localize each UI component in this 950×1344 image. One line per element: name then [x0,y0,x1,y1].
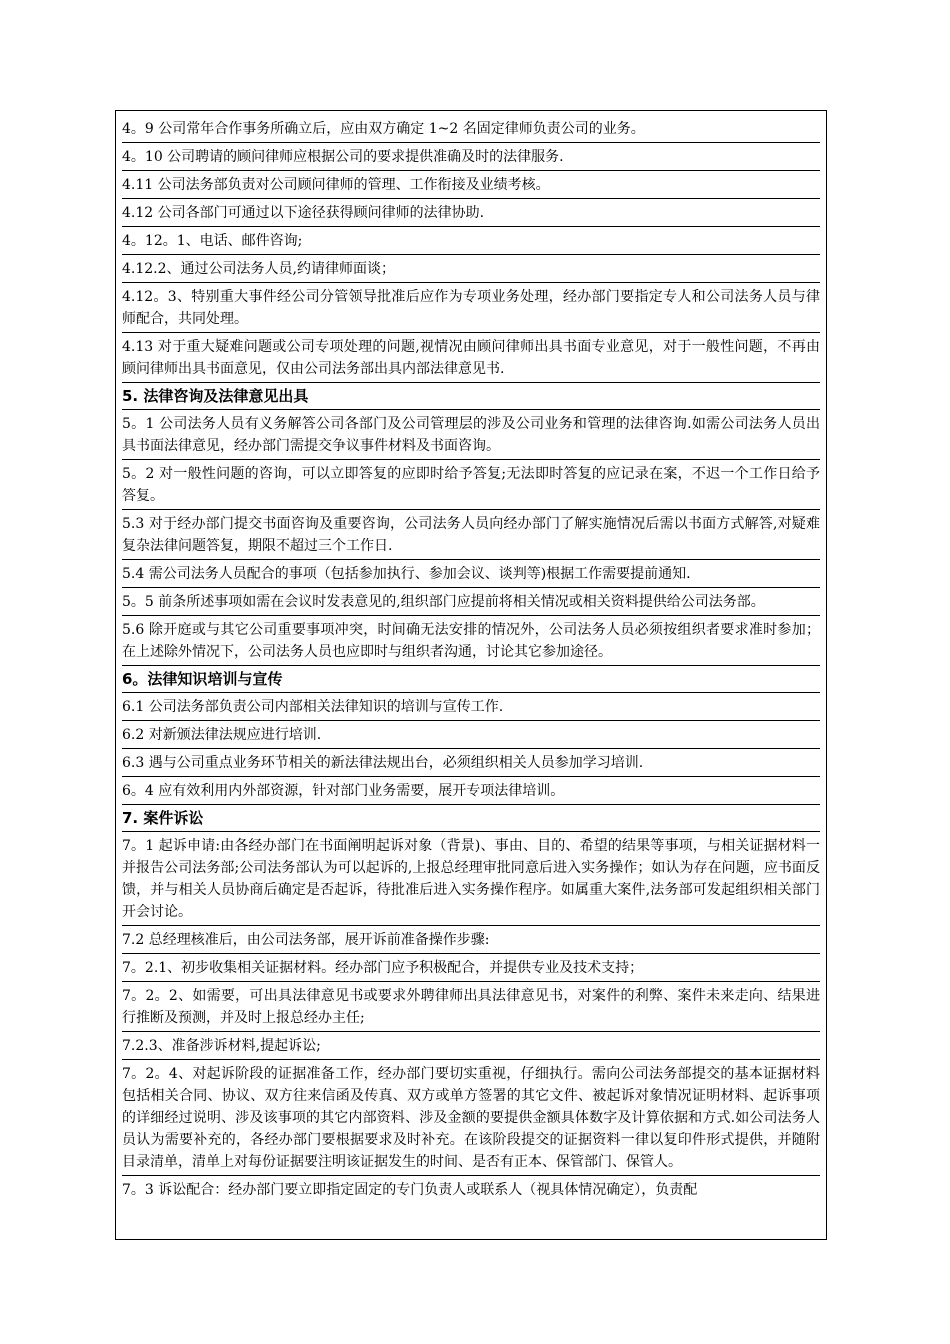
paragraph: 5。5 前条所述事项如需在会议时发表意见的,组织部门应提前将相关情况或相关资料提供给公司法务部。 [122,588,820,616]
section-heading: 5. 法律咨询及法律意见出具 [122,383,820,410]
paragraph: 4。12。1、电话、邮件咨询; [122,227,820,255]
paragraph: 4.12 公司各部门可通过以下途径获得顾问律师的法律协助. [122,199,820,227]
paragraph: 4。10 公司聘请的顾问律师应根据公司的要求提供准确及时的法律服务. [122,143,820,171]
paragraph: 5.3 对于经办部门提交书面咨询及重要咨询，公司法务人员向经办部门了解实施情况后需以书面方式解答,对疑难复杂法律问题答复，期限不超过三个工作日. [122,510,820,560]
paragraph: 7.2 总经理核准后，由公司法务部，展开诉前准备操作步骤: [122,926,820,954]
paragraph: 4.12。3、特别重大事件经公司分管领导批准后应作为专项业务处理，经办部门要指定专人和公司法务人员与律师配合，共同处理。 [122,283,820,333]
paragraph: 4.11 公司法务部负责对公司顾问律师的管理、工作衔接及业绩考核。 [122,171,820,199]
paragraph: 7.2.3、准备涉诉材料,提起诉讼; [122,1032,820,1060]
paragraph: 7。1 起诉申请:由各经办部门在书面阐明起诉对象（背景)、事由、目的、希望的结果等事项，与相关证据材料一并报告公司法务部;公司法务部认为可以起诉的,上报总经理审批同意后进入实务操作；如认为存在问题，应书面反馈，并与相关人员协商后确定是否起诉，待批准后进入实务操作程序。如属重大案件,法务部可发起组织相关部门开会讨论。 [122,832,820,926]
paragraph: 4.12.2、通过公司法务人员,约请律师面谈； [122,255,820,283]
section-heading: 7. 案件诉讼 [122,805,820,832]
paragraph: 6.1 公司法务部负责公司内部相关法律知识的培训与宣传工作. [122,693,820,721]
paragraph: 5。1 公司法务人员有义务解答公司各部门及公司管理层的涉及公司业务和管理的法律咨询.如需公司法务人员出具书面法律意见，经办部门需提交争议事件材料及书面咨询。 [122,410,820,460]
paragraph: 5.6 除开庭或与其它公司重要事项冲突，时间确无法安排的情况外，公司法务人员必须按组织者要求准时参加；在上述除外情况下，公司法务人员也应即时与组织者沟通，讨论其它参加途径。 [122,616,820,666]
paragraph: 6。4 应有效利用内外部资源，针对部门业务需要，展开专项法律培训。 [122,777,820,805]
document-table [115,110,827,1240]
paragraph: 7。2。2、如需要，可出具法律意见书或要求外聘律师出具法律意见书，对案件的利弊、案件未来走向、结果进行推断及预测，并及时上报总经办主任; [122,982,820,1032]
paragraph: 4。9 公司常年合作事务所确立后，应由双方确定 1~2 名固定律师负责公司的业务。 [122,115,820,143]
paragraph: 6.2 对新颁法律法规应进行培训. [122,721,820,749]
paragraph: 7。2.1、初步收集相关证据材料。经办部门应予积极配合，并提供专业及技术支持； [122,954,820,982]
paragraph: 5。2 对一般性问题的咨询，可以立即答复的应即时给予答复;无法即时答复的应记录在案，不迟一个工作日给予答复。 [122,460,820,510]
paragraph: 7。3 诉讼配合：经办部门要立即指定固定的专门负责人或联系人（视具体情况确定），负责配 [122,1182,698,1198]
section-heading: 6。法律知识培训与宣传 [122,666,820,693]
paragraph: 7。2。4、对起诉阶段的证据准备工作，经办部门要切实重视，仔细执行。需向公司法务部提交的基本证据材料包括相关合同、协议、双方往来信函及传真、双方或单方签署的其它文件、被起诉对象情况证明材料、起诉事项的详细经过说明、涉及该事项的其它内部资料、涉及金额的要提供金额具体数字及计算依据和方式.如公司法务人员认为需要补充的，各经办部门要根据要求及时补充。在该阶段提交的证据资料一律以复印件形式提供，并随附目录清单，清单上对每份证据要注明该证据发生的时间、是否有正本、保管部门、保管人。 [122,1060,820,1176]
paragraph: 4.13 对于重大疑难问题或公司专项处理的问题,视情况由顾问律师出具书面专业意见，对于一般性问题，不再由顾问律师出具书面意见，仅由公司法务部出具内部法律意见书. [122,333,820,383]
paragraph: 6.3 遇与公司重点业务环节相关的新法律法规出台，必须组织相关人员参加学习培训. [122,749,820,777]
paragraph: 5.4 需公司法务人员配合的事项（包括参加执行、参加会议、谈判等)根据工作需要提前通知. [122,560,820,588]
